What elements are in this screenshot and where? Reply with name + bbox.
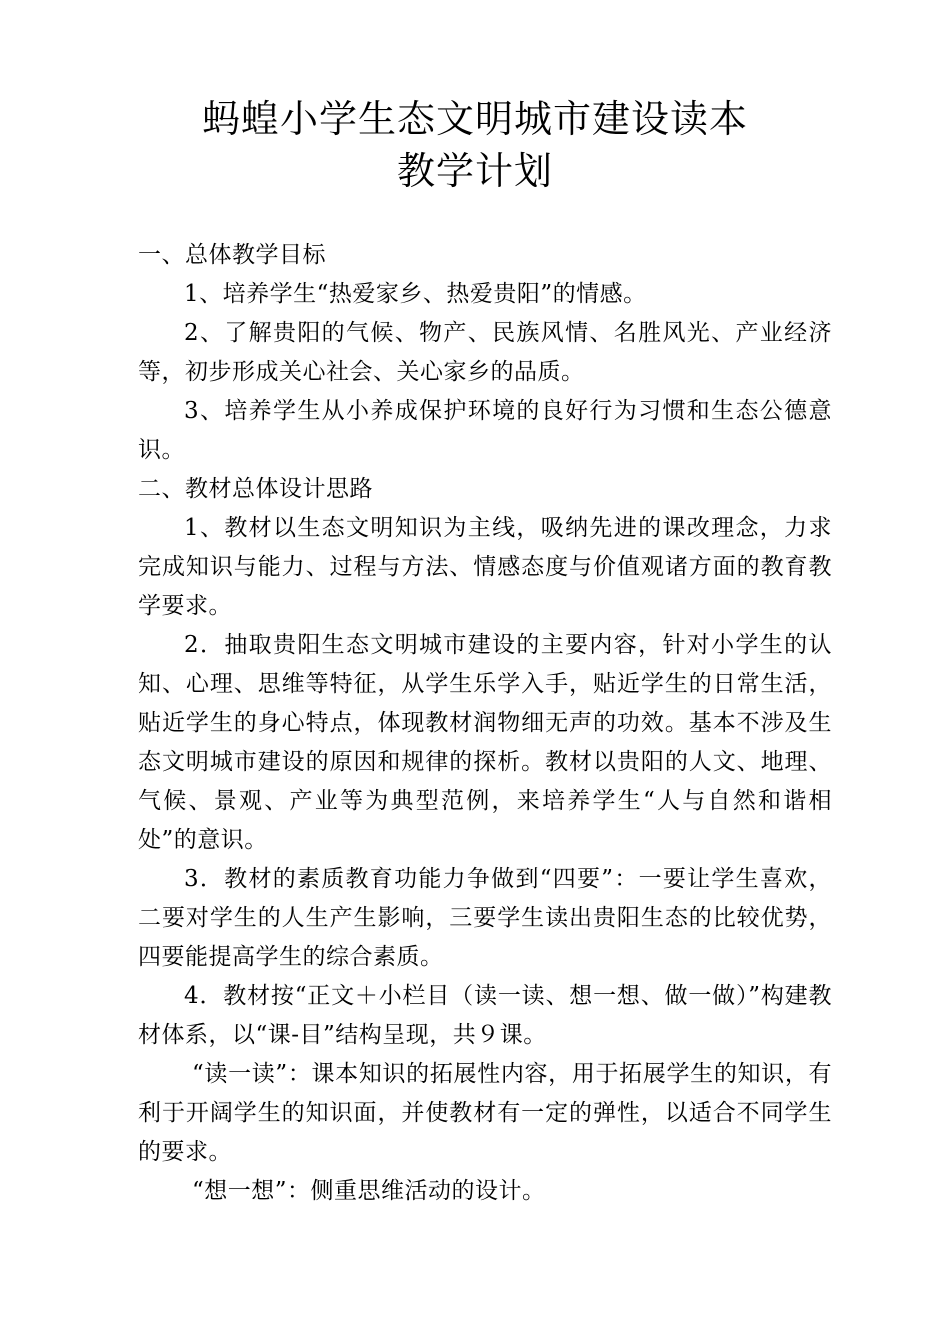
section2-item-3: 3．教材的素质教育功能力争做到“四要”：一要让学生喜欢，二要对学生的人生产生影响，三要学生读出贵阳生态的比较优势，四要能提高学生的综合素质。	[138, 866, 832, 970]
document-title: 蚂蝗小学生态文明城市建设读本	[201, 97, 748, 141]
document-body	[138, 236, 832, 1211]
section2-item-5: “读一读”：课本知识的拓展性内容，用于拓展学生的知识，有利于开阔学生的知识面，并使教材有一定的弹性，以适合不同学生的要求。	[138, 1061, 832, 1165]
section1-item-2: 2、了解贵阳的气候、物产、民族风情、名胜风光、产业经济等，初步形成关心社会、关心家乡的品质。	[138, 320, 832, 385]
section1-item-3: 3、培养学生从小养成保护环境的良好行为习惯和生态公德意识。	[138, 398, 832, 463]
section1-item-1: 1、培养学生“热爱家乡、热爱贵阳”的情感。	[184, 281, 647, 307]
section-heading-1: 一、总体教学目标	[138, 242, 326, 268]
section2-item-4: 4．教材按“正文＋小栏目（读一读、想一想、做一做）”构建教材体系，以“课-目”结构呈现，共９课。	[138, 983, 832, 1048]
section2-item-1: 1、教材以生态文明知识为主线，吸纳先进的课改理念，力求完成知识与能力、过程与方法、情感态度与价值观诸方面的教育教学要求。	[138, 515, 832, 619]
document-subtitle: 教学计划	[396, 149, 553, 193]
section2-item-2: 2．抽取贵阳生态文明城市建设的主要内容，针对小学生的认知、心理、思维等特征，从学生乐学入手，贴近学生的日常生活，贴近学生的身心特点，体现教材润物细无声的功效。基本不涉及生态文明城市建设的原因和规律的探析。教材以贵阳的人文、地理、气候、景观、产业等为典型范例，来培养学生“人与自然和谐相处”的意识。	[138, 632, 832, 853]
section2-item-6: “想一想”：侧重思维活动的设计。	[192, 1178, 546, 1204]
section-heading-2: 二、教材总体设计思路	[138, 476, 373, 502]
